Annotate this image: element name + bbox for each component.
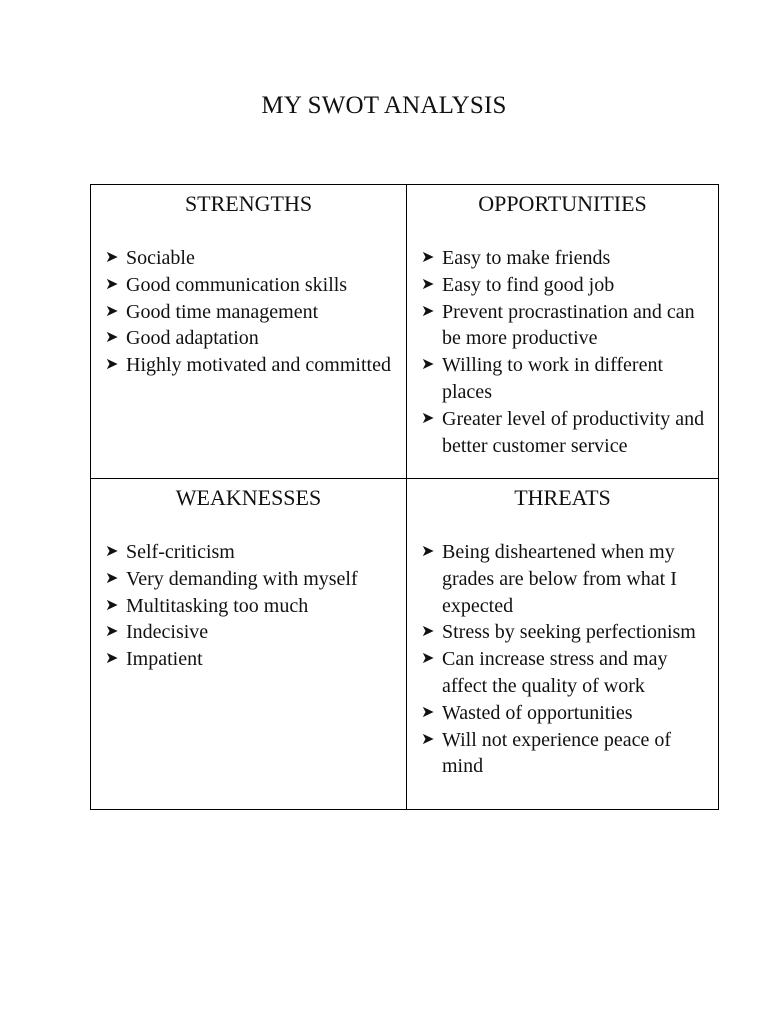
threats-heading: THREATS	[514, 485, 611, 510]
list-item-text: Prevent procrastination and can be more productive	[442, 300, 695, 350]
list-item	[105, 299, 406, 326]
list-item	[105, 352, 406, 379]
list-item-text: Easy to find good job	[442, 273, 615, 296]
list-item-text: Willing to work in different places	[442, 354, 664, 403]
opportunities-list	[407, 245, 718, 459]
list-item	[421, 619, 718, 646]
list-item	[421, 245, 718, 272]
weaknesses-heading: WEAKNESSES	[175, 485, 322, 510]
list-item	[105, 245, 406, 272]
list-item-text: Stress by seeking perfectionism	[442, 621, 696, 644]
arrowhead-bullet-icon: ➤	[105, 302, 119, 320]
list-item	[421, 272, 718, 299]
list-item-text: Good adaptation	[126, 327, 259, 350]
arrowhead-bullet-icon: ➤	[421, 703, 435, 721]
list-item	[421, 700, 718, 727]
arrowhead-bullet-icon: ➤	[105, 650, 119, 668]
list-item-text: Easy to make friends	[442, 247, 611, 269]
arrowhead-bullet-icon: ➤	[421, 302, 435, 320]
arrowhead-bullet-icon: ➤	[105, 329, 119, 347]
strengths-list	[91, 245, 406, 379]
list-item-text: Being disheartened when my grades are below from what I expected	[442, 541, 677, 617]
list-item	[105, 619, 406, 646]
list-item	[421, 352, 718, 406]
list-item	[105, 272, 406, 299]
list-item	[421, 539, 718, 619]
page-title: MY SWOT ANALYSIS	[261, 92, 507, 119]
list-item-text: Very demanding with myself	[126, 567, 358, 590]
arrowhead-bullet-icon: ➤	[421, 409, 435, 427]
list-item-text: Will not experience peace of mind	[442, 728, 672, 778]
list-item	[105, 539, 406, 566]
list-item	[421, 727, 718, 781]
arrowhead-bullet-icon: ➤	[105, 569, 119, 587]
opportunities-cell	[407, 185, 719, 479]
list-item-text: Indecisive	[126, 621, 209, 644]
list-item-text: Good communication skills	[126, 273, 348, 296]
list-item	[421, 406, 718, 460]
opportunities-heading: OPPORTUNITIES	[478, 191, 647, 216]
threats-cell	[407, 479, 719, 810]
list-item-text: Highly motivated and committed	[126, 354, 391, 377]
arrowhead-bullet-icon: ➤	[421, 356, 435, 374]
list-item-text: Wasted of opportunities	[442, 701, 633, 724]
list-item-text: Multitasking too much	[126, 594, 309, 617]
list-item-text: Good time management	[126, 300, 319, 323]
list-item-text: Sociable	[126, 247, 195, 269]
weaknesses-list	[91, 539, 406, 673]
list-item-text: Greater level of productivity and better customer service	[442, 407, 705, 457]
arrowhead-bullet-icon: ➤	[105, 596, 119, 614]
arrowhead-bullet-icon: ➤	[105, 249, 119, 266]
strengths-heading: STRENGTHS	[184, 191, 313, 216]
list-item	[105, 325, 406, 352]
list-item	[105, 646, 406, 673]
strengths-cell	[91, 185, 407, 479]
list-item-text: Can increase stress and may affect the quality of work	[442, 648, 668, 697]
list-item	[421, 646, 718, 700]
swot-row-top	[91, 185, 719, 479]
list-item-text: Impatient	[126, 648, 203, 671]
list-item	[105, 566, 406, 593]
weaknesses-cell	[91, 479, 407, 810]
arrowhead-bullet-icon: ➤	[421, 543, 435, 560]
arrowhead-bullet-icon: ➤	[105, 356, 119, 374]
arrowhead-bullet-icon: ➤	[421, 623, 435, 641]
arrowhead-bullet-icon: ➤	[105, 623, 119, 641]
arrowhead-bullet-icon: ➤	[421, 249, 435, 266]
arrowhead-bullet-icon: ➤	[105, 275, 119, 293]
swot-table	[90, 184, 719, 810]
list-item-text: Self-criticism	[126, 541, 235, 563]
arrowhead-bullet-icon: ➤	[105, 543, 119, 560]
arrowhead-bullet-icon: ➤	[421, 275, 435, 293]
arrowhead-bullet-icon: ➤	[421, 730, 435, 748]
list-item	[105, 593, 406, 620]
threats-list	[407, 539, 718, 780]
arrowhead-bullet-icon: ➤	[421, 650, 435, 668]
list-item	[421, 299, 718, 353]
swot-row-bottom	[91, 479, 719, 810]
